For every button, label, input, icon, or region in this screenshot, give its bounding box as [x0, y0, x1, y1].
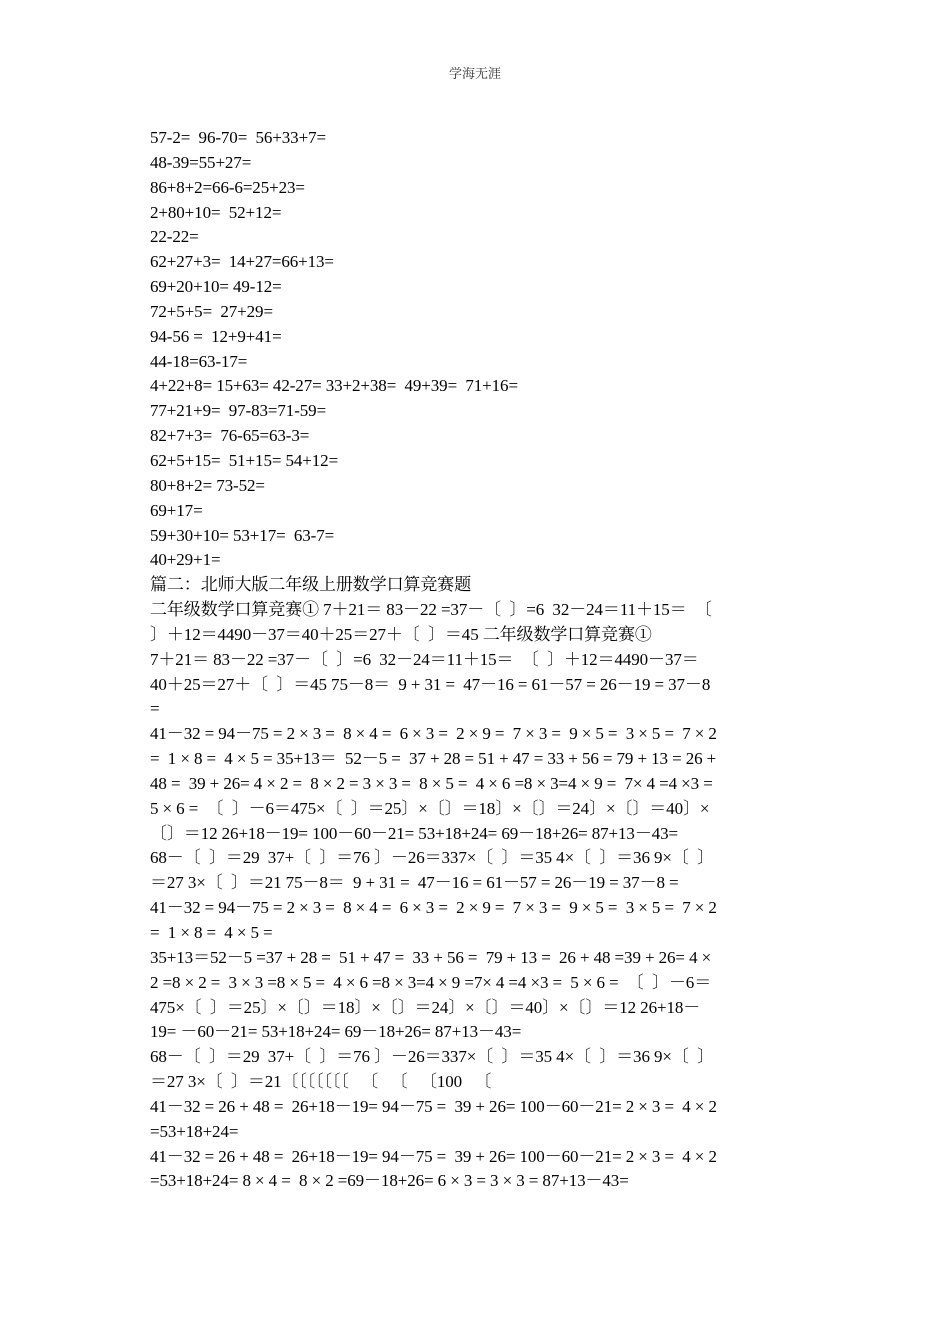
text-line: 82+7+3= 76-65=63-3= [150, 426, 310, 446]
text-line: 57-2= 96-70= 56+33+7= [150, 128, 326, 147]
text-line: 69+20+10= 49-12= [150, 277, 282, 297]
text-line: 41－32 = 94－75 = 2 × 3 = 8 × 4 = 6 × 3 = 2 × 9 = 7 × 3 = 9 × 5 = 3 × 5 = 7 × 2 [150, 724, 717, 744]
text-line: 48-39=55+27= [150, 152, 252, 172]
text-line: 69+17= [150, 500, 203, 520]
text-line: 48 = 39 + 26= 4 × 2 = 8 × 2 = 3 × 3 = 8 × 5 = 4 × 6 =8 × 3=4 × 9 = 7× 4 =4 ×3 = [150, 773, 713, 793]
document-body [150, 126, 802, 1194]
text-line: 2+80+10= 52+12= [150, 202, 282, 222]
text-line: ＝27 3×〔 〕＝21〔〔〔〔〔〔〔 〔 〔 〔100 〔 [150, 1072, 492, 1092]
text-line: 7＋21＝ 83－22 =37－〔 〕=6 32－24＝11＋15＝ 〔 〕＋12＝4490－37＝ [150, 649, 699, 669]
text-line: 40+29+1= [150, 550, 221, 570]
text-line: 〔〕＝12 26+18－19= 100－60－21= 53+18+24= 69－18+26= 87+13－43= [150, 823, 679, 843]
text-line: 62+27+3= 14+27=66+13= [150, 252, 334, 272]
text-line: = [150, 699, 160, 719]
text-line: ＝27 3×〔 〕＝21 75－8＝ 9 + 31 = 47－16 = 61－57 = 26－19 = 37－8 = [150, 873, 679, 893]
text-line: 44-18=63-17= [150, 351, 248, 371]
text-line: =53+18+24= 8 × 4 = 8 × 2 =69－18+26= 6 × 3 = 3 × 3 = 87+13－43= [150, 1171, 629, 1191]
text-line: 72+5+5= 27+29= [150, 301, 273, 321]
text-line: 62+5+15= 51+15= 54+12= [150, 450, 339, 470]
text-line: 22-22= [150, 227, 199, 247]
text-line: 41－32 = 26 + 48 = 26+18－19= 94－75 = 39 + 26= 100－60－21= 2 × 3 = 4 × 2 [150, 1146, 717, 1166]
text-line: 68－〔 〕＝29 37+〔 〕＝76 〕－26＝337×〔 〕＝35 4×〔 〕＝36 9×〔 〕 [150, 1047, 714, 1067]
text-line: 475×〔 〕＝25〕×〔〕＝18〕×〔〕＝24〕×〔〕＝40〕×〔〕＝12 26+18－ [150, 997, 701, 1017]
text-line: 2 =8 × 2 = 3 × 3 =8 × 5 = 4 × 6 =8 × 3=4 × 9 =7× 4 =4 ×3 = 5 × 6 = 〔 〕－6＝ [150, 972, 712, 992]
text-line: = 1 × 8 = 4 × 5 = 35+13＝ 52－5 = 37 + 28 = 51 + 47 = 33 + 56 = 79 + 13 = 26 + [150, 749, 717, 769]
text-line: 35+13＝52－5 =37 + 28 = 51 + 47 = 33 + 56 = 79 + 13 = 26 + 48 =39 + 26= 4 × [150, 947, 712, 967]
text-line: 41－32 = 94－75 = 2 × 3 = 8 × 4 = 6 × 3 = 2 × 9 = 7 × 3 = 9 × 5 = 3 × 5 = 7 × 2 [150, 898, 717, 918]
text-line: 80+8+2= 73-52= [150, 475, 265, 495]
text-line: 86+8+2=66-6=25+23= [150, 177, 305, 197]
section-title: 篇二：北师大版二年级上册数学口算竞赛题 [150, 575, 472, 595]
text-line: 19= －60－21= 53+18+24= 69－18+26= 87+13－43= [150, 1022, 522, 1042]
text-line: 4+22+8= 15+63= 42-27= 33+2+38= 49+39= 71+16= [150, 376, 518, 396]
text-line: 59+30+10= 53+17= 63-7= [150, 525, 335, 545]
text-line: 68－〔 〕＝29 37+〔 〕＝76 〕－26＝337×〔 〕＝35 4×〔 〕＝36 9×〔 〕 [150, 848, 714, 868]
text-line: 5 × 6 = 〔 〕－6＝475×〔 〕＝25〕×〔〕＝18〕×〔〕＝24〕×〔〕＝40〕× [150, 798, 710, 818]
text-line: 77+21+9= 97-83=71-59= [150, 401, 327, 421]
text-line: 〕＋12＝4490－37＝40＋25＝27＋〔 〕＝45 二年级数学口算竞赛① [150, 624, 652, 644]
text-line: =53+18+24= [150, 1121, 239, 1141]
text-line: 94-56 = 12+9+41= [150, 326, 282, 346]
page-header: 学海无涯 [448, 66, 501, 81]
text-line: 41－32 = 26 + 48 = 26+18－19= 94－75 = 39 + 26= 100－60－21= 2 × 3 = 4 × 2 [150, 1096, 717, 1116]
text-line: = 1 × 8 = 4 × 5 = [150, 923, 273, 942]
text-line: 40＋25＝27＋〔 〕＝45 75－8＝ 9 + 31 = 47－16 = 61－57 = 26－19 = 37－8 [150, 674, 711, 694]
text-line: 二年级数学口算竞赛① 7＋21＝ 83－22 =37－〔 〕=6 32－24＝11＋15＝ 〔 [150, 600, 712, 620]
